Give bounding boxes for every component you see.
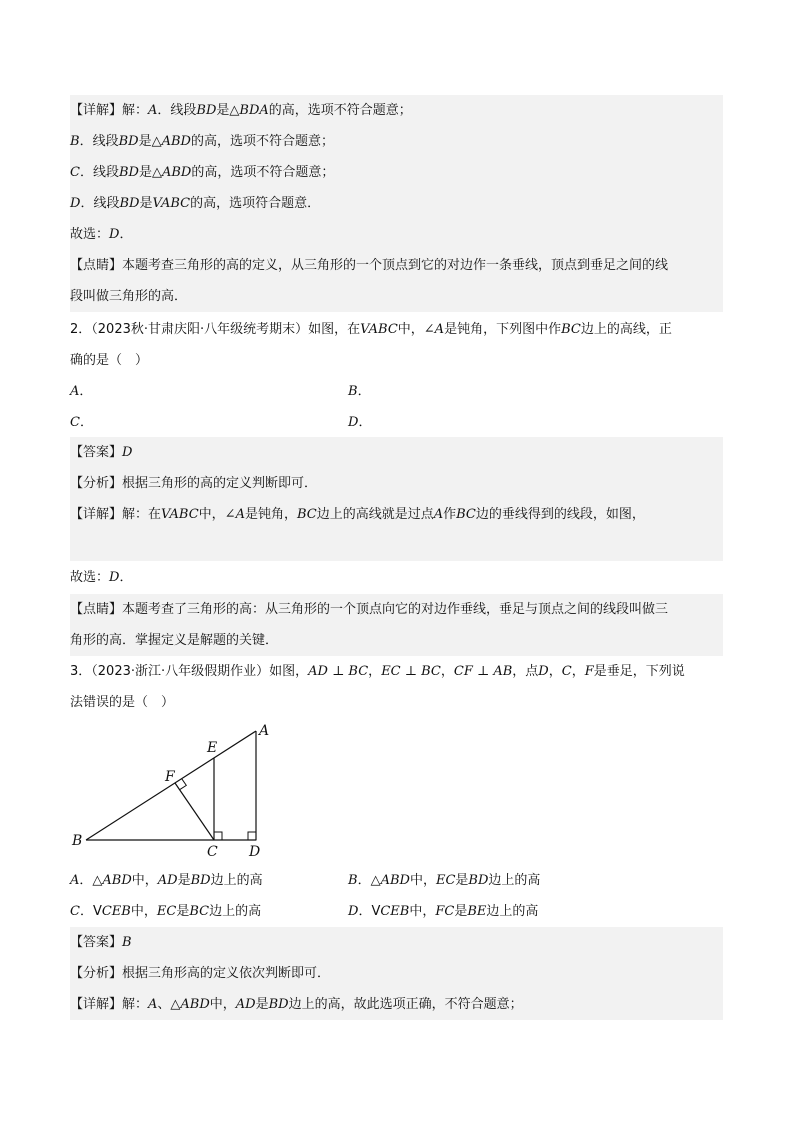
math: BC [561,322,581,337]
text: 是 [454,904,468,919]
text: 故选： [70,227,110,242]
segment-cf [175,783,214,840]
choose-line-2 [70,562,723,593]
text: 【分析】根据三角形的高的定义判断即可． [70,476,318,491]
text: 中， [131,873,158,888]
text: ． [119,570,133,585]
option-letter: A [70,384,80,399]
text: 边上的高 [210,873,263,888]
text: 边上的高 [488,873,541,888]
math: △ABD [151,134,191,149]
question-2-line-1 [70,314,723,345]
text: 【点睛】本题考查三角形的高的定义，从三角形的一个顶点到它的对边作一条垂线，顶点到垂足之间的线 [70,258,669,273]
math: BE [467,904,487,919]
math: AD [157,873,178,888]
math: A [433,507,444,522]
text: 边上的高 [486,904,539,919]
math: BC [456,507,476,522]
text: 【详解】解： [70,103,149,118]
text: 是 [255,997,269,1012]
text: 确的是（ ） [70,353,149,368]
math: BD [118,134,139,149]
detail-line-2-1 [70,499,723,530]
math: D [538,664,549,679]
option-letter: B [348,873,358,888]
math: CEB [380,904,410,919]
text: 边上的高线就是过点 [316,507,434,522]
math: B [70,134,80,149]
text: ，点 [512,664,539,679]
text: ． [119,227,133,242]
text: 是 [216,103,230,118]
text: ．线段 [80,196,120,211]
math: △BDA [229,103,269,118]
math: BD [468,873,489,888]
right-angle-mark-d [248,832,256,840]
detail-line-3-1 [70,989,723,1020]
option-letter: D [348,415,359,430]
math: VABC [161,507,199,522]
text: 中， [198,507,225,522]
label-c: C [207,844,218,860]
option-c [70,407,93,438]
math: B [122,935,132,950]
text: 边上的高 [209,904,262,919]
math: BC [296,507,317,522]
text: 3．（2023·浙江·八年级假期作业）如图， [70,664,309,679]
math: D [109,227,120,242]
math: C [70,165,80,180]
option-letter: D [348,904,359,919]
math: BD [268,997,289,1012]
text: 【详解】解： [70,997,149,1012]
math: BD [118,165,139,180]
detail-line-1 [70,95,723,126]
text: ． [79,415,93,430]
option-letter: C [70,415,80,430]
text: ．V [79,904,102,919]
analysis-line-3 [70,958,723,989]
comment-line-2-2 [70,625,723,656]
math: EC ⊥ BC [381,664,441,679]
math: FC [435,904,455,919]
math: D [122,445,133,460]
option-letter: C [70,904,80,919]
text: ， [571,664,585,679]
text: 段叫做三角形的高． [70,289,188,304]
math: ∠A [224,507,245,522]
text: 是 [177,873,191,888]
math: BD [196,103,217,118]
math: AD ⊥ BC [308,664,369,679]
math: F [584,664,594,679]
text: 故选： [70,570,110,585]
text: 是 [176,904,190,919]
label-e: E [207,740,218,756]
option-a [70,376,92,407]
text: ．线段 [157,103,197,118]
math: BC [189,904,210,919]
text: 【点睛】本题考查了三角形的高：从三角形的一个顶点向它的对边作垂线，垂足与顶点之间的线段叫做三 [70,602,669,617]
text: ． [358,415,372,430]
math: ∠A [423,322,445,337]
q3-option-d [348,896,538,927]
math: AD [235,997,256,1012]
text: 是 [138,134,152,149]
text: ．△ [79,873,103,888]
q3-option-b [348,865,540,896]
text: 是 [138,165,152,180]
text: 边上的高线，正 [580,322,672,337]
text: ． [357,384,371,399]
option-b [348,376,371,407]
text: 【答案】 [70,445,123,460]
text: 是 [455,873,469,888]
text: 的高，选项符合题意． [190,196,321,211]
math: ABD [180,997,210,1012]
question-3-line-2 [70,687,723,718]
comment-line-1 [70,250,723,281]
text: 边上的高，故此选项正确，不符合题意； [288,997,523,1012]
detail-line-2 [70,126,723,157]
math: BD [119,196,140,211]
answer-line-2 [70,437,723,468]
label-a: A [259,723,270,739]
detail-line-4 [70,188,723,219]
text: 中， [130,904,157,919]
segment-ba [86,731,256,840]
text: 法错误的是（ ） [70,695,175,710]
text: ， [368,664,382,679]
text: 、△ [157,997,181,1012]
analysis-line-2 [70,468,723,499]
option-d [348,407,371,438]
text: 作 [443,507,457,522]
text: ．线段 [79,134,119,149]
text: ． [79,384,93,399]
math: CEB [101,904,131,919]
question-3-line-1 [70,656,723,687]
detail-line-3 [70,157,723,188]
math: EC [435,873,456,888]
label-b: B [72,833,83,849]
triangle-figure [66,718,286,864]
text: ， [440,664,454,679]
question-2-line-2 [70,345,723,376]
text: ， [548,664,562,679]
math: A [148,997,158,1012]
text: 【分析】根据三角形高的定义依次判断即可． [70,966,331,981]
text: 【详解】解：在 [70,507,162,522]
text: 中， [209,997,236,1012]
math: ABD [380,873,410,888]
right-angle-mark-f [180,779,187,790]
answer-line-3 [70,927,723,958]
blank-shaded-line [70,530,723,561]
math: ABD [102,873,132,888]
math: BD [190,873,211,888]
q3-option-c [70,896,261,927]
label-d: D [249,844,261,860]
text: 是 [139,196,153,211]
text: ．V [358,904,381,919]
text: 中， [397,322,424,337]
text: ．△ [357,873,381,888]
right-angle-mark-c [214,832,222,840]
math: A [148,103,158,118]
text: 中， [409,904,436,919]
text: 中， [409,873,436,888]
label-f: F [165,769,175,785]
math: D [70,196,81,211]
math: EC [156,904,177,919]
option-letter: A [70,873,80,888]
option-letter: B [348,384,358,399]
math: VABC [152,196,191,211]
q3-option-a [70,865,263,896]
text: 【答案】 [70,935,123,950]
comment-line-2 [70,281,723,312]
math: C [561,664,572,679]
math: CF ⊥ AB [453,664,513,679]
text: 的高，选项不符合题意； [191,165,335,180]
text: 是钝角，下列图中作 [444,322,562,337]
math: VABC [360,322,398,337]
text: 的高，选项不符合题意； [268,103,412,118]
text: 是垂足，下列说 [593,664,685,679]
text: 的高，选项不符合题意； [190,134,334,149]
math: △ABD [151,165,192,180]
choose-line-1 [70,219,723,250]
text: ．线段 [79,165,119,180]
text: 角形的高．掌握定义是解题的关键． [70,633,279,648]
text: 2．（2023秋·甘肃庆阳·八年级统考期末）如图，在 [70,322,361,337]
comment-line-2-1 [70,594,723,625]
text: 边的垂线得到的线段，如图， [475,507,645,522]
math: D [109,570,120,585]
text: 是钝角， [244,507,297,522]
